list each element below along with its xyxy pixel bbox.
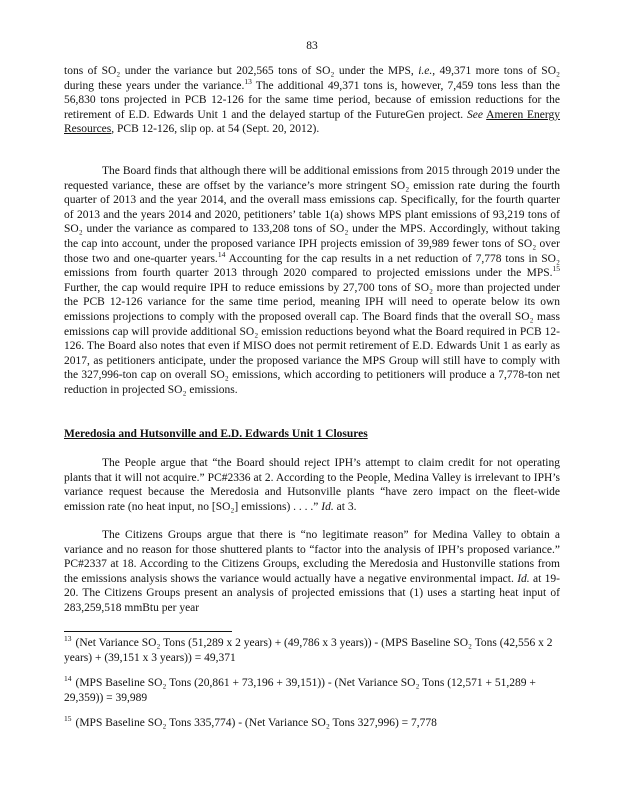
case-citation: Ameren Energy Resources	[64, 108, 561, 136]
paragraph-people-argue: The People argue that “the Board should reject IPH’s attempt to claim credit for not operating plants that it will not acquire.” PC#2336 at 2. According to the People, Medina Valley is irrelevant to IPH’s variance request because the Meredosia and Hutsonville plants “have zero impact on the fleet-wide emission rate (no heat input, no [SO₂] emissions) . . . .” Id. at 3.	[64, 457, 560, 513]
footnote-14: $^{14}$ (MPS Baseline SO₂ Tons (20,861 + 73,196 + 39,151)) - (Net Variance SO₂ Tons (12,571 + 51,289 + 29,359)) = 39,989	[64, 674, 536, 704]
paragraph-board-findings: The Board finds that although there will be additional emissions from 2015 through 2019 under the requested variance, these are offset by the variance’s more stringent SO₂ emission rate during the fourth quarter of 2013 and the year 2014, and the overall mass emissions cap. Specifically, for the fourth quarter of 2013 and the years 2014 and 2020, petitioners’ table 1(a) shows MPS plant emissions of 93,219 tons of SO₂ under the variance as compared to 133,208 tons of SO₂ under the MPS. Accordingly, without taking the cap into account, under the proposed variance IPH projects emission of 39,989 fewer tons of SO₂ over those two and one-quarter years.$^{14}$ Accounting for the cap results in a net reduction of 7,778 tons in SO₂ emissions from fourth quarter 2013 through 2020 compared to projected emissions under the MPS.$^{15}$ Further, the cap would require IPH to reduce emissions by 27,700 tons of SO₂ more than projected under the PCB 12-126 variance for the same time period, meaning IPH will need to operate below its own emissions projections to comply with the proposed overall cap. The Board finds that the overall SO₂ mass emissions cap will provide additional SO₂ emission reductions beyond what the Board required in PCB 12-126. The Board also notes that even if MISO does not permit retirement of E.D. Edwards Unit 1 as early as 2017, as petitioners anticipate, under the proposed variance the MPS Group will still have to comply with the 327,996-ton cap on overall SO₂ emissions, which according to petitioners will produce a 7,778-ton net reduction in projected SO₂ emissions.	[64, 165, 560, 396]
section-heading: Meredosia and Hutsonville and E.D. Edwards Unit 1 Closures	[64, 428, 368, 440]
page-number: 83	[306, 40, 318, 52]
footnote-ref-13: 13	[244, 76, 252, 86]
footnote-15: $^{15}$ (MPS Baseline SO₂ Tons 335,774) - (Net Variance SO₂ Tons 327,996) = 7,778	[64, 714, 437, 729]
footnote-divider	[64, 631, 232, 632]
paragraph-continued: tons of SO₂ under the variance but 202,565 tons of SO₂ under the MPS, i.e., 49,371 more tons of SO₂ during these years under the variance.$^{13}$ The additional 49,371 tons is, however, 7,459 tons less than the 56,830 tons projected in PCB 12-126 for the same time period, because of emission reductions for the retirement of E.D. Edwards Unit 1 and the delayed startup of the FutureGen project. See Ameren Energy Resources, PCB 12-126, slip op. at 54 (Sept. 20, 2012).	[64, 65, 561, 136]
footnote-ref-15: 15	[552, 264, 560, 274]
footnote-13: $^{13}$ (Net Variance SO₂ Tons (51,289 x 2 years) + (49,786 x 3 years)) - (MPS Baseline SO₂ Tons (42,556 x 2 years) + (39,151 x 3 years)) = 49,371	[64, 634, 553, 664]
paragraph-citizens-groups: The Citizens Groups argue that there is “no legitimate reason” for Medina Valley to obtain a variance and no reason for those shuttered plants to “factor into the analysis of IPH’s proposed variance.” PC#2337 at 18. According to the Citizens Groups, excluding the Meredosia and Hustonville stations from the emissions analysis shows the variance would actually have a negative environmental impact. Id. at 19-20. The Citizens Groups present an analysis of projected emissions that (1) uses a starting heat input of 283,259,518 mmBtu per year	[64, 529, 560, 614]
footnote-ref-14: 14	[217, 249, 226, 259]
